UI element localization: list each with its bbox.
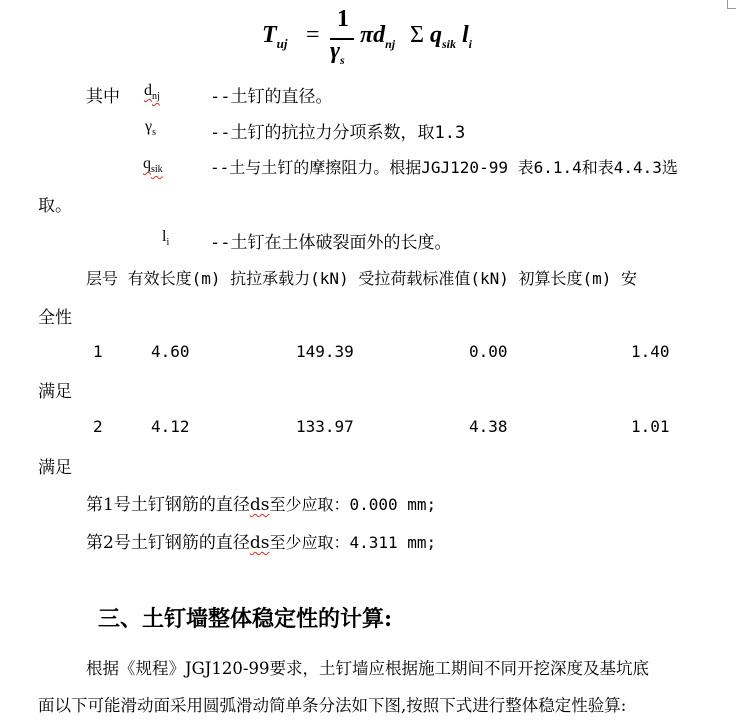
formula-sum: Σ	[410, 22, 424, 48]
formula-q: $q_{sik}$	[430, 22, 457, 51]
cell-initial-length: 1.01	[631, 417, 670, 436]
formula-lhs: $T_{uj}$	[262, 22, 288, 51]
cell-layer: 2	[93, 417, 103, 436]
cell-capacity: 149.39	[296, 342, 354, 361]
table-header-continued: 全性	[38, 308, 72, 328]
page-corner-mark	[727, 0, 736, 9]
cell-effective-length: 4.60	[151, 342, 190, 361]
cell-layer: 1	[93, 342, 103, 361]
formula-denominator: $\gamma_s$	[330, 38, 345, 67]
q-description-continued: 取。	[38, 196, 72, 216]
cell-effective-length: 4.12	[151, 417, 190, 436]
cell-load: 4.38	[469, 417, 508, 436]
symbol-d: $d_{nj}$	[144, 82, 160, 103]
symbol-q: $q_{sik}$	[143, 155, 163, 176]
diameter-line-2: 第2号土钉钢筋的直径ds至少应取：4.311 mm;	[86, 533, 437, 553]
section-heading: 三、土钉墙整体稳定性的计算:	[98, 606, 393, 632]
gamma-description: --土钉的抗拉力分项系数，取1.3	[210, 123, 466, 143]
cell-capacity: 133.97	[296, 417, 354, 436]
symbol-l: $l_i$	[162, 228, 170, 249]
cell-load: 0.00	[469, 342, 508, 361]
d-description: --土钉的直径。	[210, 87, 333, 107]
paragraph-line-1: 根据《规程》JGJ120-99要求，土钉墙应根据施工期间不同开挖深度及基坑底	[86, 659, 649, 678]
formula-equals: =	[306, 22, 320, 48]
formula-l: $l_i$	[462, 22, 473, 51]
symbol-gamma: $\gamma_s$	[145, 118, 156, 139]
cell-safety: 满足	[38, 458, 72, 478]
q-description: --土与土钉的摩擦阻力。根据JGJ120-99 表6.1.4和表4.4.3选	[210, 158, 678, 177]
diameter-line-1: 第1号土钉钢筋的直径ds至少应取：0.000 mm;	[86, 495, 437, 515]
l-description: --土钉在土体破裂面外的长度。	[210, 233, 452, 253]
cell-safety: 满足	[38, 382, 72, 402]
definitions-intro: 其中	[86, 87, 120, 107]
cell-initial-length: 1.40	[631, 342, 670, 361]
formula-numerator: 1	[337, 6, 349, 32]
paragraph-line-2: 面以下可能滑动面采用圆弧滑动简单条分法如下图,按照下式进行整体稳定性验算:	[38, 696, 627, 715]
table-header: 层号 有效长度(m) 抗拉承载力(kN) 受拉荷载标准值(kN) 初算长度(m) 安	[86, 269, 638, 288]
formula-pi-d: $\pi d_{nj}$	[360, 22, 396, 51]
